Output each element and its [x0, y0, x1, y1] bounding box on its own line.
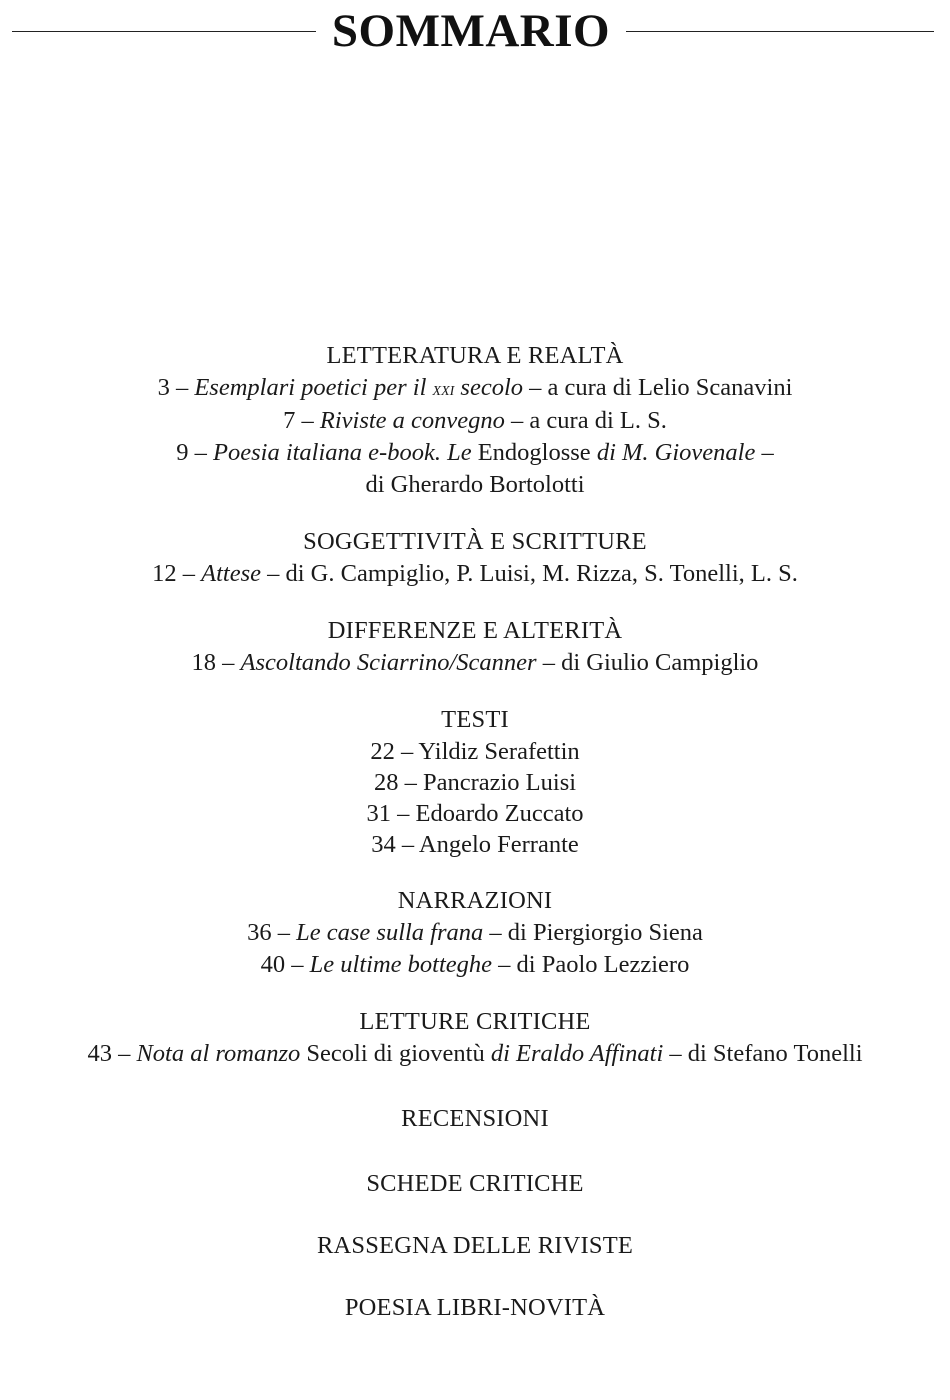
toc-entry: 22 – Yildiz Serafettin: [370, 738, 580, 765]
entry-title-part: Esemplari poetici per il: [194, 374, 433, 401]
section-title: DIFFERENZE E ALTERITÀ: [327, 617, 623, 644]
entry-page: 36: [247, 919, 272, 946]
entry-title-roman: Secoli di gioventù: [300, 1040, 491, 1067]
entry-separator: –: [755, 439, 774, 466]
entry-page: 3: [157, 374, 170, 401]
entry-title: [194, 374, 547, 401]
toc-entry: [0, 372, 950, 405]
toc-entry: 31 – Edoardo Zuccato: [366, 800, 584, 827]
toc-entry: [0, 917, 950, 949]
entry-separator: –: [504, 407, 530, 434]
entry-separator: –: [261, 560, 286, 587]
entry-separator: –: [285, 951, 310, 978]
entry-page: 18: [191, 649, 217, 676]
entry-byline: di Giulio Campiglio: [561, 649, 759, 676]
entry-title: Le ultime botteghe: [309, 951, 493, 978]
section-title: RASSEGNA DELLE RIVISTE: [316, 1232, 634, 1259]
entry-separator: –: [523, 374, 548, 401]
header-rule-right: [626, 31, 934, 32]
entry-title-part: di Eraldo Affinati: [490, 1040, 664, 1067]
entry-byline: di Piergiorgio Siena: [507, 919, 703, 946]
entry-byline: a cura di Lelio Scanavini: [547, 374, 793, 401]
header-rule-left: [12, 31, 316, 32]
section-title: POESIA LIBRI-NOVITÀ: [344, 1294, 606, 1321]
section-title: SCHEDE CRITICHE: [366, 1170, 584, 1197]
entry-separator: –: [483, 919, 508, 946]
toc-entry-continuation: [0, 469, 950, 501]
entry-separator: –: [216, 649, 241, 676]
entry-title-part: di M. Giovenale: [596, 439, 756, 466]
section-soggettivita-e-scritture: [0, 526, 950, 590]
section-title: LETTERATURA E REALTÀ: [326, 342, 624, 369]
section-title: TESTI: [441, 706, 509, 733]
entry-title-part: secolo: [454, 374, 523, 401]
entry-title: Riviste a convegno: [319, 407, 505, 434]
section-testi: [0, 704, 950, 860]
entry-separator: –: [492, 951, 517, 978]
header: [0, 0, 950, 64]
entry-byline: di Gherardo Bortolotti: [365, 471, 585, 498]
section-letture-critiche: [0, 1006, 950, 1070]
entry-title-smallcaps: xxi: [432, 378, 455, 400]
entry-separator: –: [188, 439, 214, 466]
entry-page: 43: [87, 1040, 112, 1067]
toc-entry: 28 – Pancrazio Luisi: [373, 769, 577, 796]
section-title: LETTURE CRITICHE: [359, 1008, 591, 1035]
entry-title: Le case sulla frana: [296, 919, 484, 946]
entry-byline: di G. Campiglio, P. Luisi, M. Rizza, S. Tonelli, L. S.: [285, 560, 798, 587]
entry-title: Ascoltando Sciarrino/Scanner: [240, 649, 537, 676]
section-narrazioni: [0, 885, 950, 981]
section-rassegna-delle-riviste: [0, 1230, 950, 1262]
toc-entry: [0, 647, 950, 679]
toc-entry: [0, 558, 950, 590]
section-poesia-libri-novita: [0, 1292, 950, 1324]
entry-separator: –: [271, 919, 297, 946]
table-of-contents: [0, 340, 950, 1324]
entry-separator: –: [295, 407, 320, 434]
section-differenze-e-alterita: [0, 615, 950, 679]
section-letteratura-e-realta: [0, 340, 950, 501]
page-title: SOMMARIO: [331, 5, 611, 57]
section-schede-critiche: [0, 1168, 950, 1200]
section-title: NARRAZIONI: [397, 887, 553, 914]
entry-page: 12: [152, 560, 177, 587]
entry-byline: a cura di L. S.: [529, 407, 667, 434]
section-title: RECENSIONI: [401, 1105, 549, 1132]
entry-title-part: Nota al romanzo: [136, 1040, 301, 1067]
section-recensioni: [0, 1103, 950, 1135]
entry-title-part: Poesia italiana e-book. Le: [213, 439, 472, 466]
entry-byline: di Paolo Lezziero: [516, 951, 690, 978]
entry-page: 7: [283, 407, 296, 434]
toc-entry: [0, 405, 950, 437]
toc-entry: [0, 1038, 950, 1070]
entry-title-roman: Endoglosse: [471, 439, 597, 466]
entry-page: 9: [176, 439, 189, 466]
entry-separator: –: [536, 649, 562, 676]
section-title: SOGGETTIVITÀ E SCRITTURE: [303, 528, 647, 555]
toc-entry: [0, 437, 950, 469]
entry-title: Attese: [201, 560, 261, 587]
entry-separator: –: [663, 1040, 688, 1067]
entry-separator: –: [169, 374, 195, 401]
toc-entry: [0, 949, 950, 981]
entry-byline: di Stefano Tonelli: [687, 1040, 863, 1067]
entry-separator: –: [111, 1040, 137, 1067]
entry-page: 40: [260, 951, 286, 978]
entry-separator: –: [176, 560, 202, 587]
toc-entry: 34 – Angelo Ferrante: [371, 831, 579, 858]
